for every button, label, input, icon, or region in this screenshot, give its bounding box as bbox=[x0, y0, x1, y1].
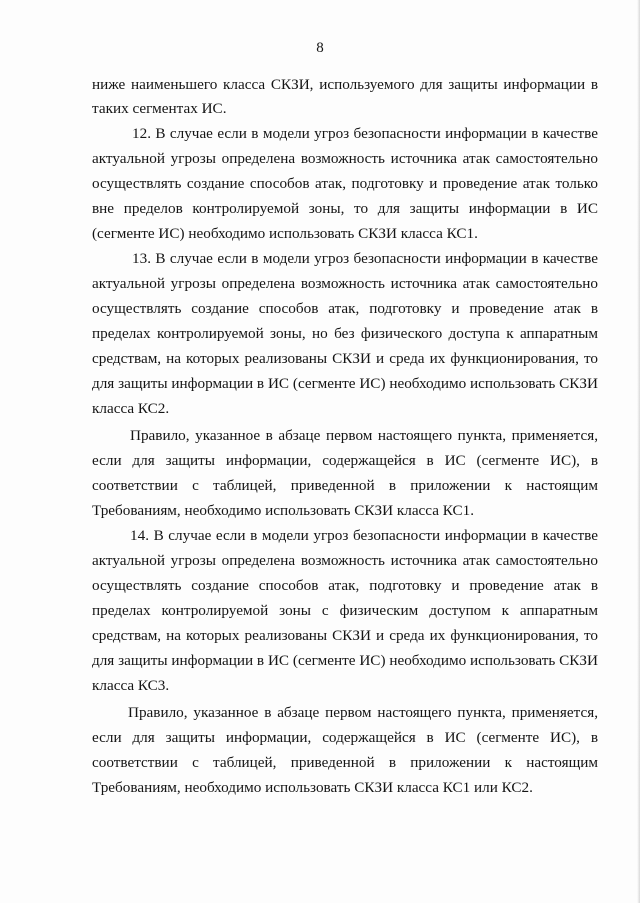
text-line: таких сегментах ИС. bbox=[92, 100, 227, 117]
text-line: осуществлять создание способов атак, подготовку и проведение атак в bbox=[92, 577, 598, 594]
text-line: ниже наименьшего класса СКЗИ, используемого для защиты информации в bbox=[92, 76, 598, 93]
text-line: актуальной угрозы определена возможность источника атак самостоятельно bbox=[92, 552, 598, 569]
text-line: пределах контролируемой зоны с физическим доступом к аппаратным bbox=[92, 602, 598, 619]
text-line: (сегменте ИС) необходимо использовать СКЗИ класса КС1. bbox=[92, 225, 478, 242]
text-line: средствам, на которых реализованы СКЗИ и среда их функционирования, то bbox=[92, 350, 598, 367]
text-line: соответствии с таблицей, приведенной в приложении к настоящим bbox=[92, 477, 598, 494]
text-line: вне пределов контролируемой зоны, то для защиты информации в ИС bbox=[92, 200, 598, 217]
text-line: для защиты информации в ИС (сегменте ИС) необходимо использовать СКЗИ bbox=[92, 652, 598, 669]
text-line: если для защиты информации, содержащейся в ИС (сегменте ИС), в bbox=[92, 729, 598, 746]
paragraph-14-first-line: 14. В случае если в модели угроз безопасности информации в качестве bbox=[130, 527, 598, 544]
paragraph-13-first-line: 13. В случае если в модели угроз безопасности информации в качестве bbox=[132, 250, 598, 267]
rule-paragraph-first-line: Правило, указанное в абзаце первом настоящего пункта, применяется, bbox=[130, 427, 598, 444]
text-line: осуществлять создание способов атак, подготовку и проведение атак в bbox=[92, 300, 598, 317]
rule-paragraph-first-line: Правило, указанное в абзаце первом настоящего пункта, применяется, bbox=[128, 704, 598, 721]
paragraph-12-first-line: 12. В случае если в модели угроз безопасности информации в качестве bbox=[132, 125, 598, 142]
text-line: осуществлять создание способов атак, подготовку и проведение атак только bbox=[92, 175, 598, 192]
text-line: если для защиты информации, содержащейся в ИС (сегменте ИС), в bbox=[92, 452, 598, 469]
text-line: Требованиям, необходимо использовать СКЗИ класса КС1 или КС2. bbox=[92, 779, 533, 796]
text-line: класса КС3. bbox=[92, 677, 170, 694]
text-line: актуальной угрозы определена возможность источника атак самостоятельно bbox=[92, 275, 598, 292]
page-number: 8 bbox=[316, 40, 324, 56]
text-line: класса КС2. bbox=[92, 400, 170, 417]
text-line: соответствии с таблицей, приведенной в приложении к настоящим bbox=[92, 754, 598, 771]
text-line: актуальной угрозы определена возможность источника атак самостоятельно bbox=[92, 150, 598, 167]
text-line: Требованиям, необходимо использовать СКЗИ класса КС1. bbox=[92, 502, 475, 519]
text-line: средствам, на которых реализованы СКЗИ и среда их функционирования, то bbox=[92, 627, 598, 644]
text-line: для защиты информации в ИС (сегменте ИС) необходимо использовать СКЗИ bbox=[92, 375, 598, 392]
text-line: пределах контролируемой зоны, но без физического доступа к аппаратным bbox=[92, 325, 598, 342]
